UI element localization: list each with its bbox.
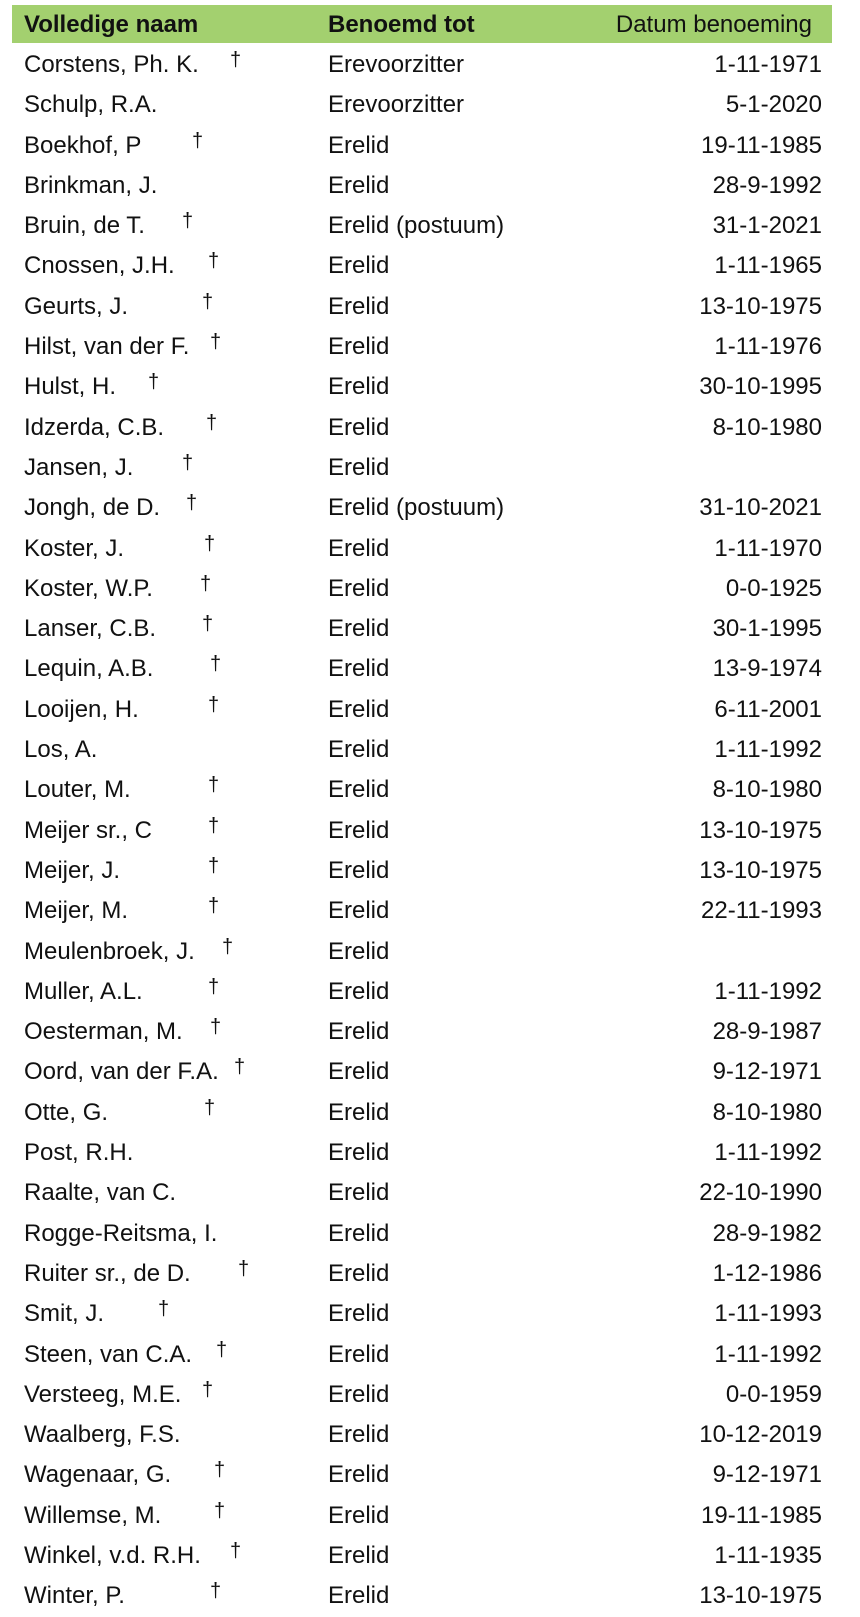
table-row	[12, 1415, 832, 1455]
appointment-date: 13-10-1975	[699, 1582, 822, 1610]
appointment-date: 1-11-1992	[714, 977, 822, 1005]
deceased-dagger-icon: †	[200, 572, 212, 595]
appointed-title: Erelid	[328, 1340, 390, 1368]
header-benoemd-tot: Benoemd tot	[328, 11, 475, 38]
deceased-dagger-icon: †	[230, 49, 242, 71]
deceased-dagger-icon: †	[210, 1580, 222, 1603]
appointed-title: Erelid	[328, 1058, 390, 1086]
appointed-title: Erelid	[328, 373, 390, 401]
table-row	[12, 408, 832, 448]
appointment-date: 19-11-1985	[701, 1501, 822, 1529]
deceased-dagger-icon: †	[210, 653, 222, 676]
deceased-dagger-icon: †	[208, 975, 220, 998]
deceased-dagger-icon: †	[148, 371, 160, 394]
deceased-dagger-icon: †	[208, 774, 220, 797]
member-name: Looijen, H.	[24, 695, 139, 723]
deceased-dagger-icon: †	[208, 250, 220, 273]
appointment-date: 8-10-1980	[712, 776, 822, 804]
member-name: Meulenbroek, J.	[24, 937, 195, 965]
table-row	[12, 448, 832, 488]
appointed-title: Erelid	[328, 292, 390, 320]
appointed-title: Erelid	[328, 1098, 390, 1126]
appointed-title: Erelid	[328, 615, 390, 643]
table-row	[12, 488, 832, 528]
member-name: Winter, P.	[24, 1582, 125, 1610]
appointed-title: Erelid	[328, 1259, 390, 1287]
member-name: Louter, M.	[24, 776, 131, 804]
table-row	[12, 1496, 832, 1536]
table-row	[12, 287, 832, 327]
member-name: Raalte, van C.	[24, 1179, 177, 1207]
table-row	[12, 811, 832, 851]
appointment-date: 22-11-1993	[701, 897, 822, 925]
appointed-title: Erelid	[328, 413, 390, 441]
table-row	[12, 1173, 832, 1213]
table-row	[12, 1335, 832, 1375]
appointment-date: 13-10-1975	[699, 816, 822, 844]
member-name: Koster, W.P.	[24, 574, 153, 602]
appointment-date: 1-11-1992	[714, 736, 822, 764]
table-row	[12, 1294, 832, 1334]
member-name: Jansen, J.	[24, 453, 134, 481]
member-name: Bruin, de T.	[24, 212, 145, 240]
table-row	[12, 367, 832, 407]
member-name: Koster, J.	[24, 534, 125, 562]
table-row	[12, 770, 832, 810]
appointment-date: 22-10-1990	[699, 1179, 822, 1207]
member-name: Hilst, van der F.	[24, 333, 190, 361]
appointment-date: 1-11-1993	[714, 1300, 822, 1328]
member-name: Muller, A.L.	[24, 977, 143, 1005]
appointment-date: 0-0-1925	[725, 574, 822, 602]
appointed-title: Erelid	[328, 1380, 390, 1408]
appointment-date: 1-11-1971	[714, 51, 822, 78]
appointed-title: Erelid	[328, 333, 390, 361]
deceased-dagger-icon: †	[202, 290, 214, 313]
deceased-dagger-icon: †	[182, 451, 194, 474]
member-name: Post, R.H.	[24, 1139, 134, 1167]
appointed-title: Erelid	[328, 1582, 390, 1610]
appointed-title: Erelid	[328, 736, 390, 764]
member-name: Brinkman, J.	[24, 171, 158, 199]
appointment-date: 30-1-1995	[712, 615, 822, 643]
deceased-dagger-icon: †	[216, 1338, 228, 1361]
deceased-dagger-icon: †	[182, 210, 194, 233]
member-name: Otte, G.	[24, 1098, 109, 1126]
deceased-dagger-icon: †	[204, 1096, 216, 1119]
appointed-title: Erelid	[328, 453, 390, 481]
member-name: Meijer, J.	[24, 856, 121, 884]
appointment-date: 13-10-1975	[699, 292, 822, 320]
member-name: Oesterman, M.	[24, 1018, 183, 1046]
appointed-title: Erelid	[328, 977, 390, 1005]
member-name: Boekhof, P	[24, 131, 142, 159]
member-name: Corstens, Ph. K.	[24, 51, 199, 78]
appointed-title: Erelid	[328, 252, 390, 280]
table-row	[12, 851, 832, 891]
appointed-title: Erelid	[328, 655, 390, 683]
table-row	[12, 1254, 832, 1294]
table-row	[12, 1052, 832, 1092]
member-name: Meijer sr., C	[24, 816, 153, 844]
appointed-title: Erelid	[328, 534, 390, 562]
member-name: Geurts, J.	[24, 292, 129, 320]
appointment-date: 9-12-1971	[712, 1058, 822, 1086]
table-body	[12, 45, 832, 1617]
deceased-dagger-icon: †	[214, 1459, 226, 1482]
table-row	[12, 609, 832, 649]
appointment-date: 9-12-1971	[712, 1461, 822, 1489]
appointment-date: 10-12-2019	[699, 1421, 822, 1449]
appointment-date: 1-11-1992	[714, 1139, 822, 1167]
appointed-title: Erelid	[328, 1501, 390, 1529]
appointed-title: Erelid	[328, 1541, 390, 1569]
member-name: Steen, van C.A.	[24, 1340, 193, 1368]
header-volledige-naam: Volledige naam	[24, 11, 199, 38]
appointment-date: 13-10-1975	[699, 856, 822, 884]
deceased-dagger-icon: †	[234, 1056, 246, 1079]
deceased-dagger-icon: †	[192, 129, 204, 152]
table-row	[12, 972, 832, 1012]
appointed-title: Erelid	[328, 937, 390, 965]
deceased-dagger-icon: †	[210, 331, 222, 354]
table-row	[12, 1576, 832, 1616]
member-name: Versteeg, M.E.	[24, 1380, 182, 1408]
appointed-title: Erelid	[328, 1139, 390, 1167]
member-name: Waalberg, F.S.	[24, 1421, 181, 1449]
table-row	[12, 1536, 832, 1576]
appointed-title: Erevoorzitter	[328, 51, 465, 78]
member-name: Winkel, v.d. R.H.	[24, 1541, 201, 1569]
appointment-date: 31-10-2021	[699, 494, 822, 522]
header-datum-benoeming: Datum benoeming	[615, 11, 812, 38]
appointed-title: Erelid	[328, 776, 390, 804]
member-name: Willemse, M.	[24, 1501, 162, 1529]
table-row	[12, 1214, 832, 1254]
deceased-dagger-icon: †	[208, 693, 220, 716]
appointment-date: 1-11-1970	[714, 534, 822, 562]
appointment-date: 6-11-2001	[714, 695, 822, 723]
appointment-date: 1-11-1965	[714, 252, 822, 280]
appointed-title: Erelid	[328, 816, 390, 844]
appointed-title: Erevoorzitter	[328, 91, 465, 119]
member-name: Jongh, de D.	[24, 494, 161, 522]
table-row	[12, 246, 832, 286]
appointment-date: 31-1-2021	[712, 212, 822, 240]
deceased-dagger-icon: †	[206, 411, 218, 434]
deceased-dagger-icon: †	[186, 492, 198, 515]
table-row	[12, 1012, 832, 1052]
table-row	[12, 85, 832, 125]
table-row	[12, 126, 832, 166]
deceased-dagger-icon: †	[204, 532, 216, 555]
member-name: Cnossen, J.H.	[24, 252, 175, 280]
table-row	[12, 1375, 832, 1415]
appointment-date: 8-10-1980	[712, 1098, 822, 1126]
table-row	[12, 690, 832, 730]
member-name: Lequin, A.B.	[24, 655, 154, 683]
member-name: Ruiter sr., de D.	[24, 1259, 191, 1287]
table-row	[12, 649, 832, 689]
appointed-title: Erelid	[328, 856, 390, 884]
appointed-title: Erelid	[328, 131, 390, 159]
appointment-date: 8-10-1980	[712, 413, 822, 441]
member-name: Rogge-Reitsma, I.	[24, 1219, 218, 1247]
appointment-date: 1-11-1935	[714, 1541, 822, 1569]
deceased-dagger-icon: †	[202, 1378, 214, 1401]
deceased-dagger-icon: †	[158, 1298, 170, 1321]
member-name: Schulp, R.A.	[24, 91, 158, 119]
appointed-title: Erelid	[328, 1421, 390, 1449]
table-row	[12, 529, 832, 569]
table-row	[12, 206, 832, 246]
table-row	[12, 891, 832, 931]
deceased-dagger-icon: †	[208, 895, 220, 918]
appointed-title: Erelid	[328, 1461, 390, 1489]
appointment-date: 30-10-1995	[699, 373, 822, 401]
table-row	[12, 45, 832, 85]
member-name: Hulst, H.	[24, 373, 117, 401]
appointment-date: 1-11-1976	[714, 333, 822, 361]
member-name: Oord, van der F.A.	[24, 1058, 219, 1086]
table-row	[12, 327, 832, 367]
appointment-date: 0-0-1959	[725, 1380, 822, 1408]
appointed-title: Erelid	[328, 574, 390, 602]
deceased-dagger-icon: †	[202, 613, 214, 636]
appointed-title: Erelid	[328, 695, 390, 723]
table-row	[12, 1133, 832, 1173]
appointed-title: Erelid	[328, 897, 390, 925]
appointment-date: 13-9-1974	[712, 655, 822, 683]
table-row	[12, 1093, 832, 1133]
appointment-date: 19-11-1985	[701, 131, 822, 159]
member-name: Wagenaar, G.	[24, 1461, 172, 1489]
deceased-dagger-icon: †	[210, 1016, 222, 1039]
member-name: Lanser, C.B.	[24, 615, 157, 643]
appointment-date: 1-11-1992	[714, 1340, 822, 1368]
deceased-dagger-icon: †	[208, 854, 220, 877]
appointment-date: 28-9-1992	[712, 171, 822, 199]
member-name: Idzerda, C.B.	[24, 413, 165, 441]
deceased-dagger-icon: †	[230, 1539, 242, 1562]
appointment-date: 28-9-1987	[712, 1018, 822, 1046]
appointed-title: Erelid	[328, 171, 390, 199]
table-header	[12, 5, 832, 43]
appointed-title: Erelid	[328, 1300, 390, 1328]
table-row	[12, 166, 832, 206]
deceased-dagger-icon: †	[238, 1257, 250, 1280]
table-row	[12, 1455, 832, 1495]
deceased-dagger-icon: †	[222, 935, 234, 958]
appointed-title: Erelid	[328, 1179, 390, 1207]
member-name: Smit, J.	[24, 1300, 105, 1328]
deceased-dagger-icon: †	[214, 1499, 226, 1522]
deceased-dagger-icon: †	[208, 814, 220, 837]
table-row	[12, 932, 832, 972]
appointment-date: 5-1-2020	[725, 91, 822, 119]
appointment-date: 28-9-1982	[712, 1219, 822, 1247]
appointed-title: Erelid	[328, 1018, 390, 1046]
appointed-title: Erelid	[328, 1219, 390, 1247]
appointed-title: Erelid (postuum)	[328, 494, 505, 522]
member-name: Meijer, M.	[24, 897, 129, 925]
member-name: Los, A.	[24, 736, 98, 764]
appointment-date: 1-12-1986	[712, 1259, 822, 1287]
appointed-title: Erelid (postuum)	[328, 212, 505, 240]
table-row	[12, 569, 832, 609]
table-row	[12, 730, 832, 770]
